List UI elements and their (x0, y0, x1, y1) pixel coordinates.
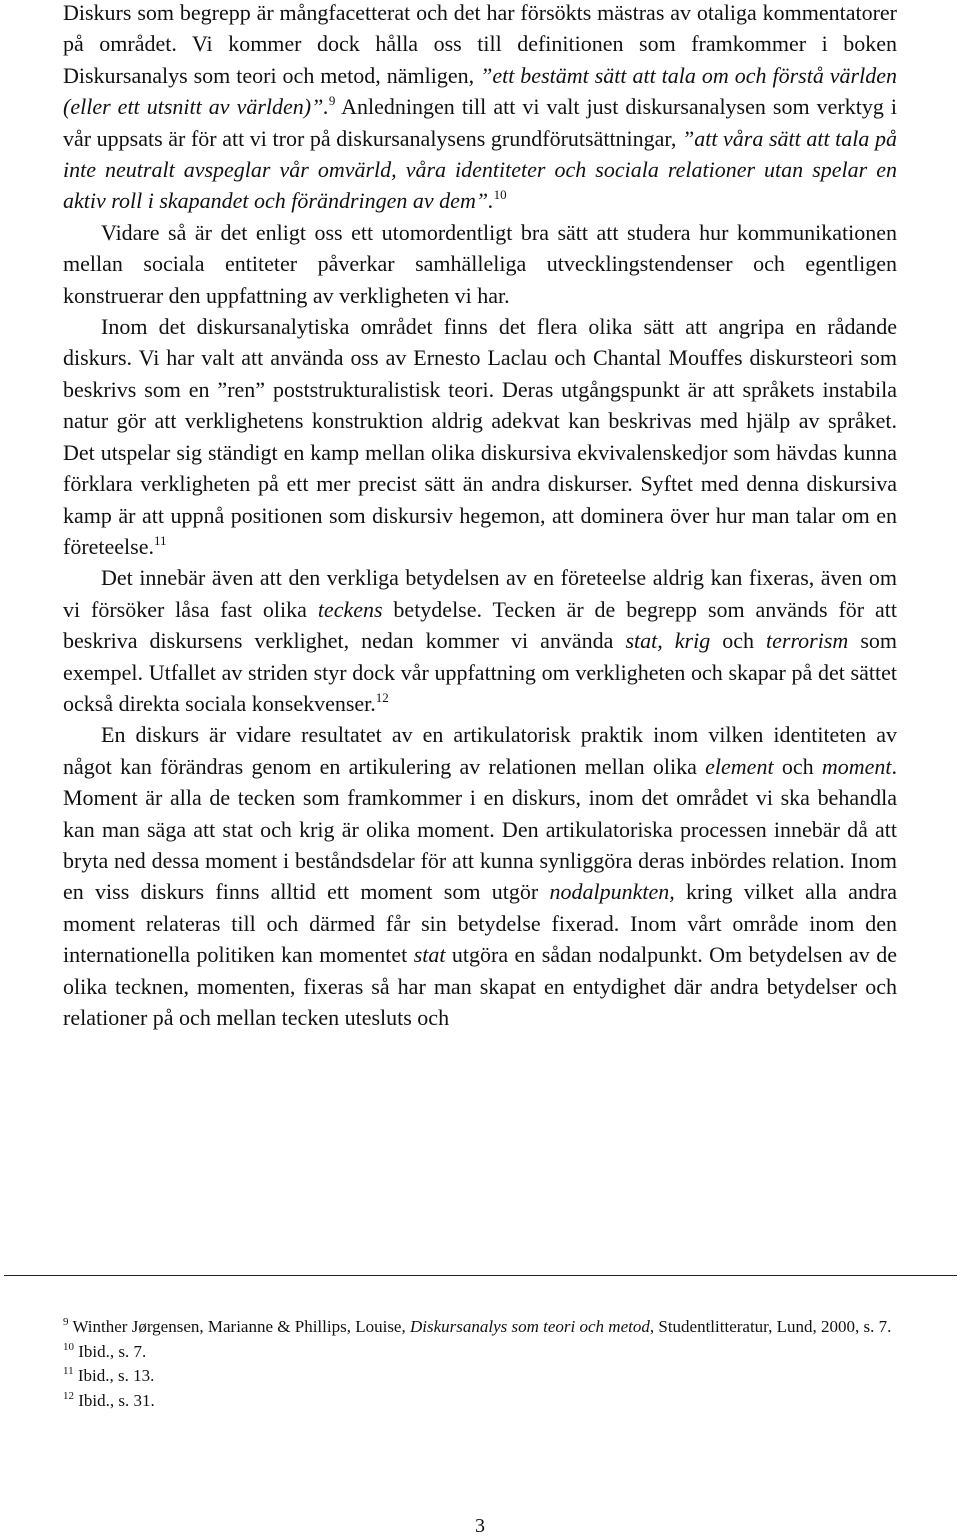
footnote-number: 10 (63, 1340, 74, 1353)
term-nodalpunkten: nodalpunkten, (549, 879, 675, 905)
paragraph-1 (63, 0, 897, 217)
term-teckens: teckens (317, 596, 383, 622)
footnote-10 (63, 1340, 897, 1365)
footnote-12 (63, 1389, 897, 1414)
footnote-book-title: Diskursanalys som teori och metod (409, 1317, 650, 1336)
paragraph-4-text-2: betydelse. Tecken är de begrepp som används för att beskriva diskursens verklighet, nedan kommer vi använda (63, 596, 898, 654)
paragraph-5-text-4: kring vilket alla andra moment relateras till och därmed får sin betydelse fixerad. Inom vårt område inom den internationella politiken kan momentet (63, 879, 897, 968)
paragraph-3-text: Inom det diskursanalytiska området finns det flera olika sätt att angripa en rådande diskurs. Vi har valt att använda oss av Ernesto Laclau och Chantal Mouffes diskursteori som beskrivs som en ”ren” poststrukturalistisk teori. Deras utgångspunkt är att språkets instabila natur gör att verklighetens konstruktion aldrig adekvat kan beskrivas med hjälp av språket. Det utspelar sig ständigt en kamp mellan olika diskursiva ekvivalenskedjor som hävdas kunna förklara verkligheten på ett mer precist sätt än andra diskurser. Syftet med denna diskursiva kamp är att uppnå positionen som diskursiv hegemon, att dominera över hur man talar om en företeelse. (63, 314, 897, 559)
paragraph-5-text-3: . Moment är alla de tecken som framkommer i en diskurs, inom det området vi ska behandla kan man säga att stat och krig är olika moment. Den artikulatoriska processen innebär då att bryta ned dessa moment i beståndsdelar för att kunna synliggöra deras inbördes relation. Inom en viss diskurs finns alltid ett moment som utgör (63, 753, 898, 905)
page-number: 3 (475, 1515, 485, 1537)
paragraph-4-text: Det innebär även att den verkliga betydelsen av en företeelse aldrig kan fixeras, även om vi försöker låsa fast olika (63, 565, 897, 622)
footnote-text: Ibid., s. 13. (73, 1366, 155, 1385)
footnote-number: 12 (63, 1389, 74, 1402)
paragraph-5-text: En diskurs är vidare resultatet av en artikulatorisk praktik inom vilken identiteten av något kan förändras genom en artikulering av relationen mellan olika (63, 722, 897, 779)
footnote-9 (63, 1315, 897, 1340)
term-stat: stat (413, 942, 446, 968)
paragraph-5 (63, 719, 897, 1033)
footnote-11 (63, 1364, 897, 1389)
body-text (63, 0, 897, 1033)
paragraph-4-text-4: som exempel. Utfallet av striden styr dock vår uppfattning om verkligheten och skapar på det sättet också direkta sociala konsekvenser. (63, 628, 897, 716)
term-element: element (705, 753, 774, 779)
footnote-ref-12: 12 (375, 689, 389, 705)
term-moment: moment (821, 753, 892, 779)
paragraph-1-text: Diskurs som begrepp är mångfacetterat och det har försökts mästras av otaliga kommentatorer på området. Vi kommer dock hålla oss till definitionen som framkommer i boken Diskursanalys som teori och metod, nämligen, (63, 0, 897, 88)
term-terrorism: terrorism (766, 628, 849, 654)
paragraph-4-text-3: och (710, 628, 766, 654)
paragraph-5-text-2: och (773, 753, 822, 779)
footnote-ref-11: 11 (154, 532, 167, 548)
footnote-ref-10: 10 (493, 187, 507, 203)
footnote-number: 11 (63, 1365, 74, 1377)
footnote-text: Ibid., s. 31. (74, 1390, 155, 1410)
paragraph-3 (63, 311, 897, 562)
footnotes (63, 1315, 897, 1413)
footnote-text: Ibid., s. 7. (74, 1341, 147, 1361)
premise-quote: ”att våra sätt att tala på inte neutralt avspeglar vår omvärld, våra identiteter och sociala relationer utan spelar en aktiv roll i skapandet och förändringen av dem”. (63, 125, 897, 214)
term-stat-krig: stat, krig (625, 628, 711, 654)
footnote-ref-9: 9 (328, 93, 336, 109)
paragraph-4 (63, 562, 897, 719)
footnote-text: Winther Jørgensen, Marianne & Phillips, Louise, (68, 1317, 410, 1336)
footnote-divider (4, 1275, 957, 1276)
paragraph-5-text-5: utgöra en sådan nodalpunkt. Om betydelsen av de olika tecknen, momenten, fixeras så har man skapat en entydighet där andra betydelser och relationer på och mellan tecken utesluts och (63, 942, 897, 1030)
definition-quote: ”ett bestämt sätt att tala om och förstå världen (eller ett utsnitt av världen)”. (63, 62, 897, 120)
footnote-text-2: , Studentlitteratur, Lund, 2000, s. 7. (649, 1317, 892, 1336)
footnote-number: 9 (63, 1316, 69, 1328)
paragraph-2 (63, 217, 897, 311)
paragraph-2-text: Vidare så är det enligt oss ett utomordentligt bra sätt att studera hur kommunikationen mellan sociala entiteter påverkar samhälleliga utvecklingstendenser och egentligen konstruerar den uppfattning av verkligheten vi har. (63, 219, 897, 308)
paragraph-1-text-2: Anledningen till att vi valt just diskursanalysen som verktyg i vår uppsats är för att vi tror på diskursanalysens grundförutsättningar, (63, 94, 897, 151)
